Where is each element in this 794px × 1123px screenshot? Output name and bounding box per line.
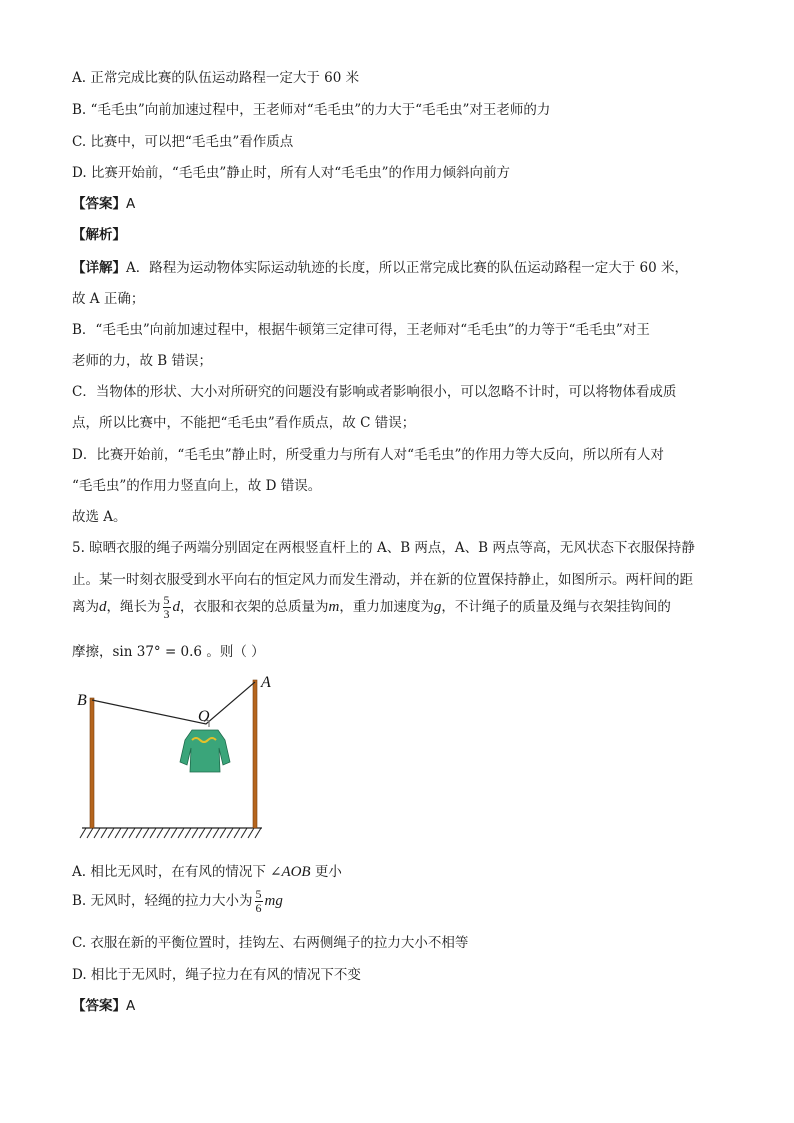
var-d: d: [99, 599, 107, 615]
angle-aob: AOB: [281, 864, 311, 880]
q4-option-d: D. 比赛开始前，“毛毛虫”静止时，所有人对“毛毛虫”的作用力倾斜向前方: [72, 165, 511, 181]
clothesline-figure: [72, 670, 272, 842]
q5-option-b: B. 无风时，轻绳的拉力大小为 $\frac{5}{6}$ mg: [72, 887, 283, 915]
q5-stem-line-1: 5. 晾晒衣服的绳子两端分别固定在两根竖直杆上的 A、B 两点，A、B 两点等高，无风状态下衣服保持静: [72, 540, 695, 556]
var-m: m: [328, 599, 340, 615]
left-pole: [90, 698, 94, 828]
q4-detail-line-1: 【详解】A．路程为运动物体实际运动轨迹的长度，所以正常完成比赛的队伍运动路程一定大于 60 米，: [72, 260, 689, 276]
label-o: O: [198, 708, 210, 725]
q4-option-a: A. 正常完成比赛的队伍运动路程一定大于 60 米: [72, 70, 360, 86]
rope: [92, 682, 255, 724]
q5-option-c: C. 衣服在新的平衡位置时，挂钩左、右两侧绳子的拉力大小不相等: [72, 935, 469, 951]
var-d-2: d: [172, 599, 180, 615]
label-b: B: [77, 692, 87, 709]
ground-hatching: [80, 828, 261, 838]
q5-answer: [72, 994, 135, 1014]
right-pole: [253, 680, 257, 828]
q4-detail-line-5: C．当物体的形状、大小对所研究的问题没有影响或者影响很小，可以忽略不计时，可以将物体看成质: [72, 384, 677, 400]
q5-stem-line-2: 止。某一时刻衣服受到水平向右的恒定风力而发生滑动，并在新的位置保持静止，如图所示。两杆间的距: [72, 572, 693, 588]
q4-detail-line-9: 故选 A。: [72, 509, 127, 525]
q5-option-a: A. 相比无风时，在有风的情况下 ∠AOB 更小: [72, 864, 342, 880]
q4-detail-line-4: 老师的力，故 B 错误；: [72, 353, 213, 369]
q4-option-b: B. “毛毛虫”向前加速过程中，王老师对“毛毛虫”的力大于“毛毛虫”对王老师的力: [72, 102, 551, 118]
q4-answer: [72, 192, 135, 212]
rope-length-fraction: $\frac{5}{3}$: [163, 593, 170, 621]
answer-value: A: [126, 196, 136, 212]
q4-analysis-tag: 【解析】: [72, 227, 126, 243]
tension-fraction: $\frac{5}{6}$: [255, 887, 262, 915]
detail-tag: 【详解】: [72, 260, 126, 276]
clothes-icon: [180, 730, 230, 772]
q4-detail-line-8: “毛毛虫”的作用力竖直向上，故 D 错误。: [72, 478, 322, 494]
label-a: A: [261, 674, 271, 691]
q4-option-c: C. 比赛中，可以把“毛毛虫”看作质点: [72, 134, 294, 150]
answer-tag: 【答案】: [72, 998, 126, 1014]
var-mg: mg: [264, 893, 283, 909]
var-g: g: [433, 599, 442, 615]
q4-detail-line-2: 故 A 正确；: [72, 291, 145, 307]
q4-detail-line-6: 点，所以比赛中，不能把“毛毛虫”看作质点，故 C 错误；: [72, 415, 416, 431]
q5-stem-line-4: 摩擦，sin 37° = 0.6 。则（ ）: [72, 644, 265, 660]
answer-value: A: [126, 998, 136, 1014]
q5-stem-line-3: 离为d，绳长为 $\frac{5}{3}$ d，衣服和衣架的总质量为m，重力加速度为g，不计绳子的质量及绳与衣架挂钩间的: [72, 593, 671, 621]
q5-option-d: D. 相比于无风时，绳子拉力在有风的情况下不变: [72, 967, 361, 983]
answer-tag: 【答案】: [72, 196, 126, 212]
q4-detail-line-3: B．“毛毛虫”向前加速过程中，根据牛顿第三定律可得，王老师对“毛毛虫”的力等于“毛毛虫”对王: [72, 322, 650, 338]
q4-detail-line-7: D．比赛开始前，“毛毛虫”静止时，所受重力与所有人对“毛毛虫”的作用力等大反向，所以所有人对: [72, 447, 664, 463]
